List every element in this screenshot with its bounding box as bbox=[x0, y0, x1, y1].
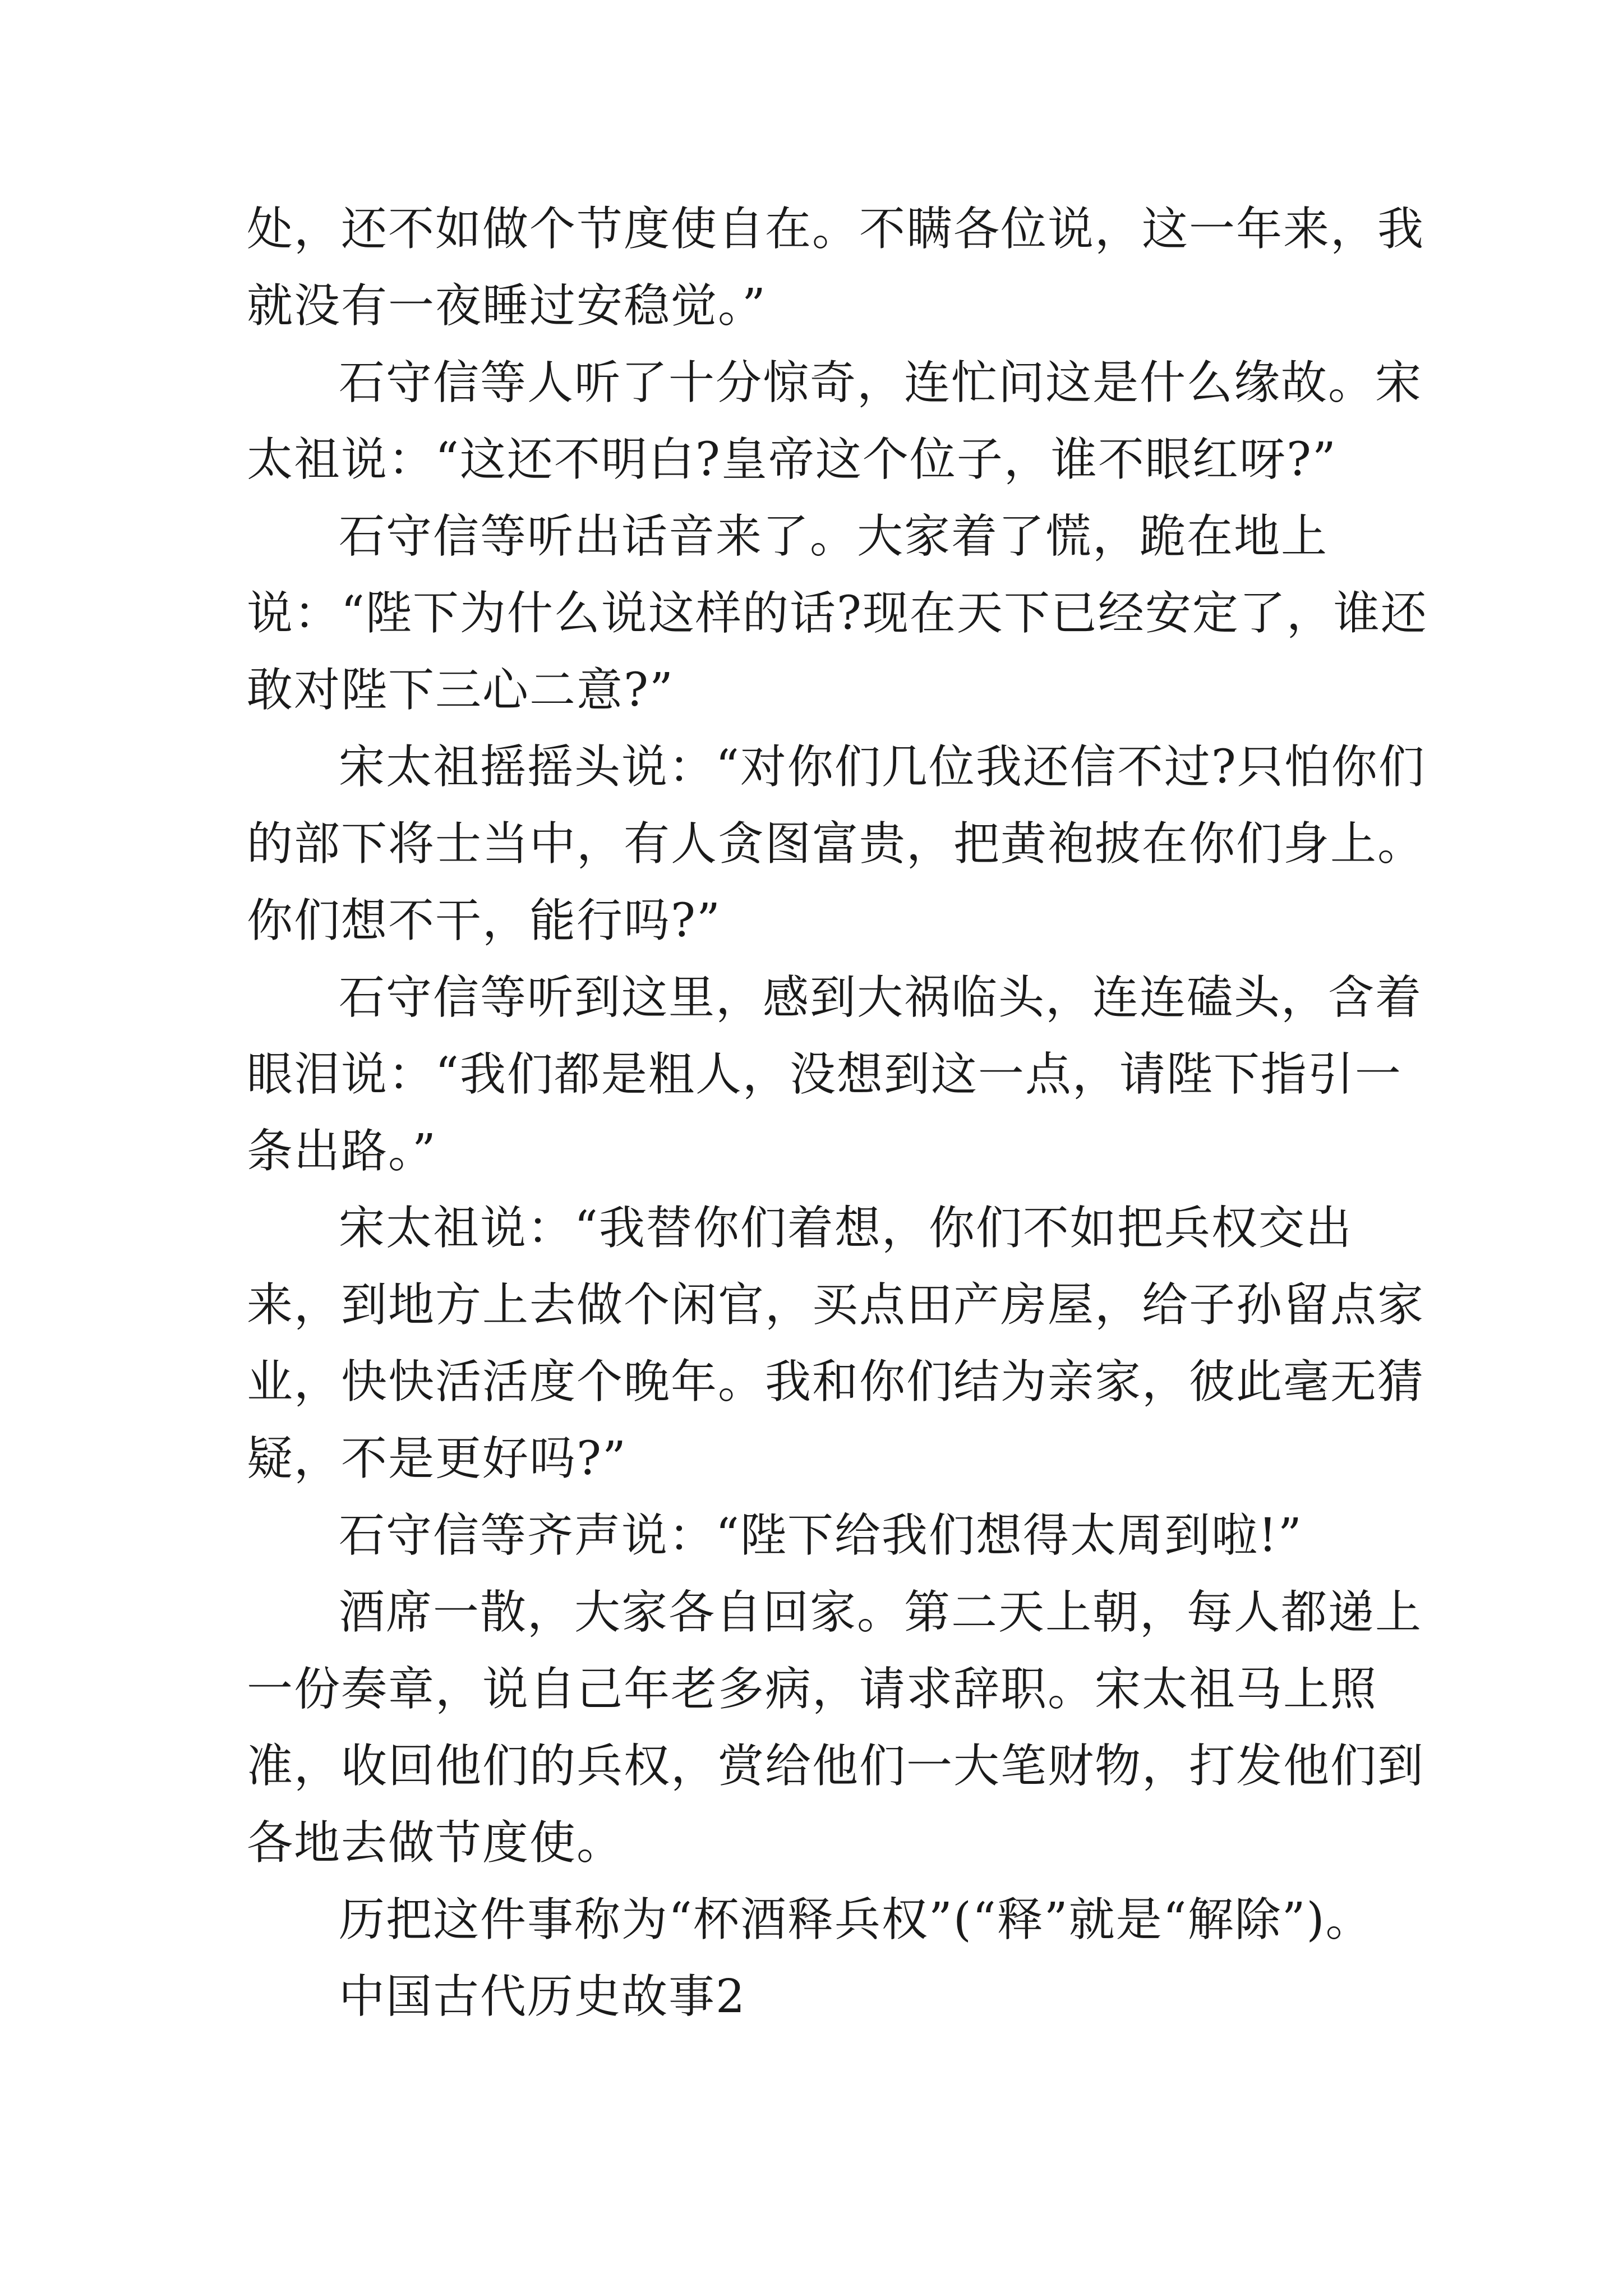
paragraph-1: 处，还不如做个节度使自在。不瞒各位说，这一年来，我就没有一夜睡过安稳觉。” bbox=[247, 203, 1425, 333]
paragraph-4: 宋太祖摇摇头说：“对你们几位我还信不过?只怕你们的部下将士当中，有人贪图富贵，把黄袍披在你们身上。你们想不干，能行吗?” bbox=[247, 740, 1426, 947]
paragraph-9: 历把这件事称为“杯酒释兵权”(“释”就是“解除”)。 bbox=[339, 1893, 1373, 1947]
section-heading: 中国古代历史故事2 bbox=[339, 1970, 746, 2023]
paragraph-2: 石守信等人听了十分惊奇，连忙问这是什么缘故。宋太祖说：“这还不明白?皇帝这个位子，谁不眼红呀?” bbox=[247, 356, 1423, 486]
document-body bbox=[247, 191, 1441, 2035]
paragraph-6: 宋太祖说：“我替你们着想，你们不如把兵权交出来，到地方上去做个闲官，买点田产房屋，给子孙留点家业，快快活活度个晚年。我和你们结为亲家，彼此毫无猜疑，不是更好吗?” bbox=[247, 1202, 1425, 1485]
paragraph-8: 酒席一散，大家各自回家。第二天上朝，每人都递上一份奏章，说自己年老多病，请求辞职。宋太祖马上照准，收回他们的兵权，赏给他们一大笔财物，打发他们到各地去做节度使。 bbox=[247, 1586, 1425, 1870]
paragraph-7: 石守信等齐声说：“陛下给我们想得太周到啦!” bbox=[339, 1509, 1303, 1562]
paragraph-5: 石守信等听到这里，感到大祸临头，连连磕头，含着眼泪说：“我们都是粗人，没想到这一点，请陛下指引一条出路。” bbox=[247, 971, 1423, 1178]
paragraph-3: 石守信等听出话音来了。大家着了慌，跪在地上说：“陛下为什么说这样的话?现在天下已经安定了，谁还敢对陛下三心二意?” bbox=[247, 510, 1428, 717]
